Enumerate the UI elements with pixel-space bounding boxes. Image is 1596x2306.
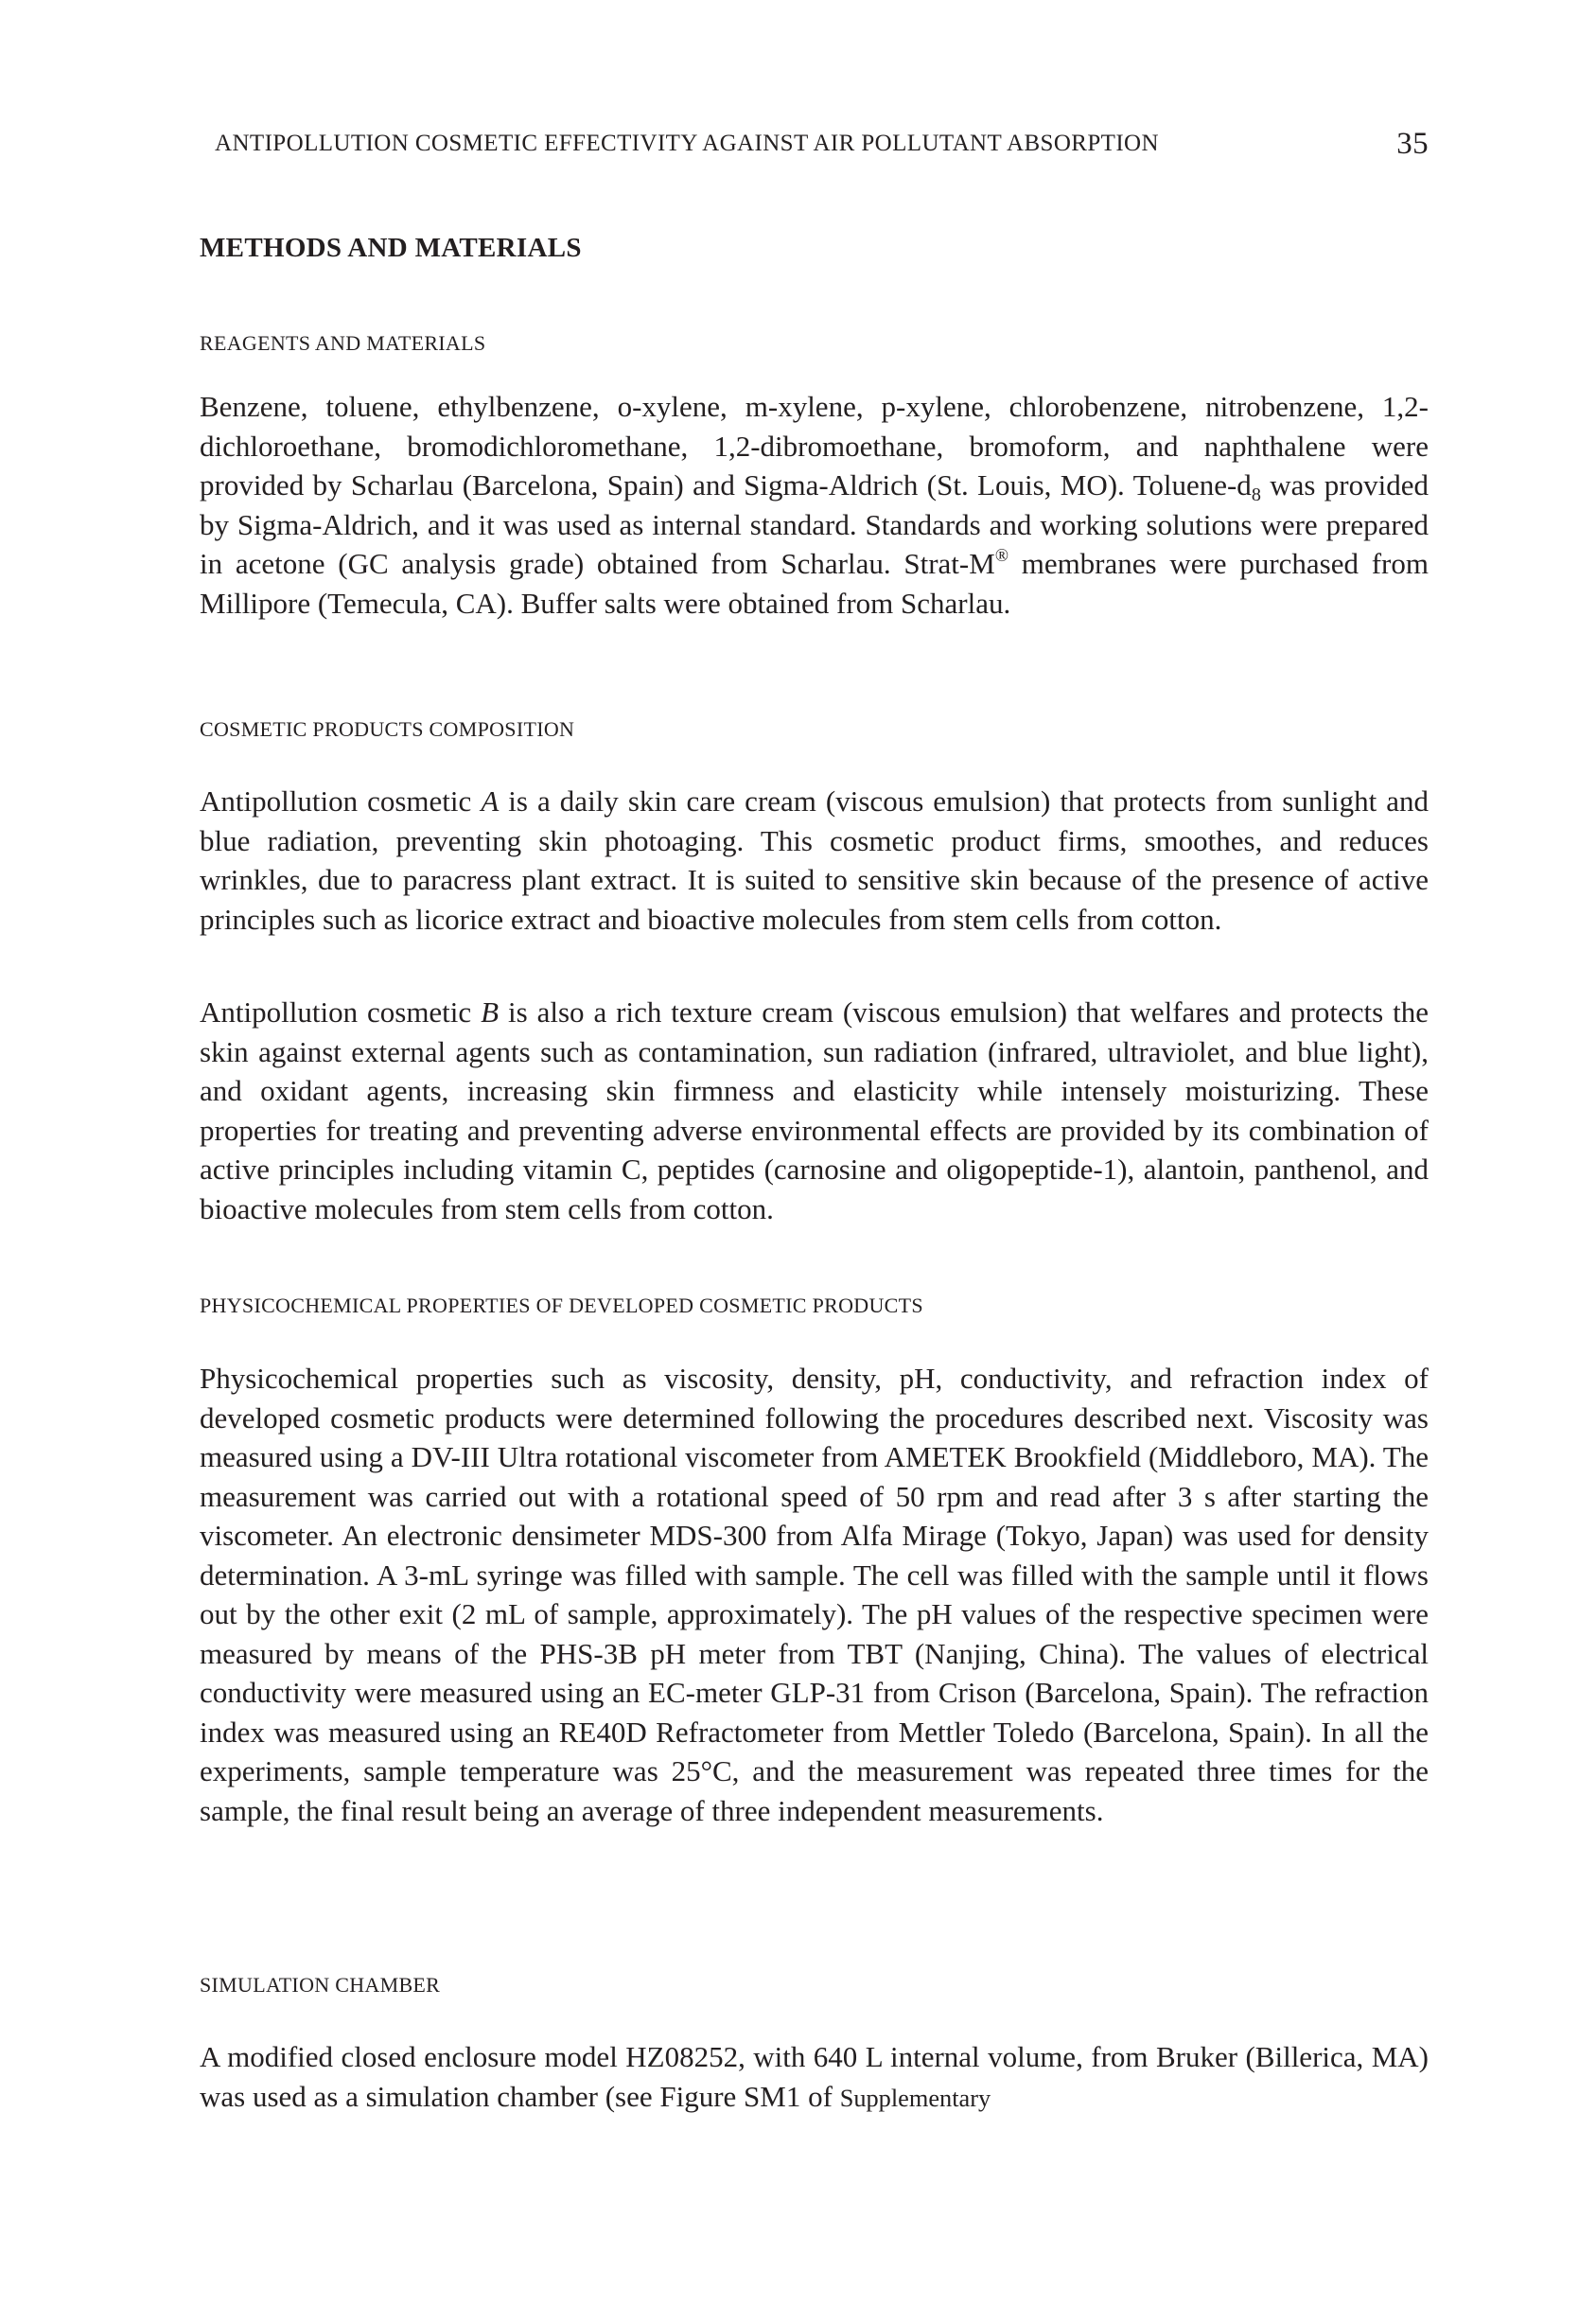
subscript: 8: [1251, 484, 1261, 506]
page-number: 35: [1396, 127, 1429, 161]
product-label-b: B: [481, 995, 500, 1029]
supplementary-link-text: Supplementary: [839, 2084, 991, 2112]
subsection-heading-composition: COSMETIC PRODUCTS COMPOSITION: [200, 717, 575, 741]
subsection-heading-physicochemical: PHYSICOCHEMICAL PROPERTIES OF DEVELOPED COSMETIC PRODUCTS: [200, 1294, 923, 1317]
paragraph-composition-b: Antipollution cosmetic B is also a rich texture cream (viscous emulsion) that welfares and protects the skin against external agents such as contamination, sun radiation (infrared, ultraviolet, and blue light), and oxidant agents, increasing skin firmness and elasticity while intensely moisturizing. These properties for treating and preventing adverse environmental effects are provided by its combination of active principles including vitamin C, peptides (carnosine and oligopeptide-1), alantoin, panthenol, and bioactive molecules from stem cells from cotton.: [200, 995, 1429, 1225]
section-title: METHODS AND MATERIALS: [200, 233, 582, 263]
paragraph-chamber: A modified closed enclosure model HZ08252, with 640 L internal volume, from Bruker (Billerica, MA) was used as a simulation chamber (see Figure SM1 of Supplementary: [200, 2040, 1429, 2113]
running-head: [215, 127, 1429, 161]
product-label-a: A: [481, 784, 500, 818]
paragraph-physicochemical: Physicochemical properties such as viscosity, density, pH, conductivity, and refraction index of developed cosmetic products were determined following the procedures described next. Viscosity was measured using a DV-III Ultra rotational viscometer from AMETEK Brookfield (Middleboro, MA). The measurement was carried out with a rotational speed of 50 rpm and read after 3 s after starting the viscometer. An electronic densimeter MDS-300 from Alfa Mirage (Tokyo, Japan) was used for density determination. A 3-mL syringe was filled with sample. The cell was filled with the sample until it flows out by the other exit (2 mL of sample, approximately). The pH values of the respective specimen were measured by means of the PHS-3B pH meter from TBT (Nanjing, China). The values of electrical conductivity were measured using an EC-meter GLP-31 from Crison (Barcelona, Spain). The refraction index was measured using an RE40D Refractometer from Mettler Toledo (Barcelona, Spain). In all the experiments, sample temperature was 25°C, and the measurement was repeated three times for the sample, the final result being an average of three independent measurements.: [200, 1362, 1429, 1827]
running-head-title: ANTIPOLLUTION COSMETIC EFFECTIVITY AGAINST AIR POLLUTANT ABSORPTION: [215, 131, 1159, 156]
paragraph-reagents: Benzene, toluene, ethylbenzene, o-xylene, m-xylene, p-xylene, chlorobenzene, nitrobenzene, 1,2-dichloroethane, bromodichloromethane, 1,2-dibromoethane, bromoform, and naphthalene were provided by Scharlau (Barcelona, Spain) and Sigma-Aldrich (St. Louis, MO). Toluene-$d_8$ was provided by Sigma-Aldrich, and it was used as internal standard. Standards and working solutions were prepared in acetone (GC analysis grade) obtained from Scharlau. Strat-M® membranes were purchased from Millipore (Temecula, CA). Buffer salts were obtained from Scharlau.: [200, 390, 1429, 620]
paragraph-composition-a: Antipollution cosmetic A is a daily skin care cream (viscous emulsion) that protects from sunlight and blue radiation, preventing skin photoaging. This cosmetic product firms, smoothes, and reduces wrinkles, due to paracress plant extract. It is suited to sensitive skin because of the presence of active principles such as licorice extract and bioactive molecules from stem cells from cotton.: [200, 784, 1429, 936]
subsection-heading-reagents: REAGENTS AND MATERIALS: [200, 331, 486, 355]
registered-mark: ®: [994, 545, 1008, 566]
subsection-heading-chamber: SIMULATION CHAMBER: [200, 1973, 441, 1997]
